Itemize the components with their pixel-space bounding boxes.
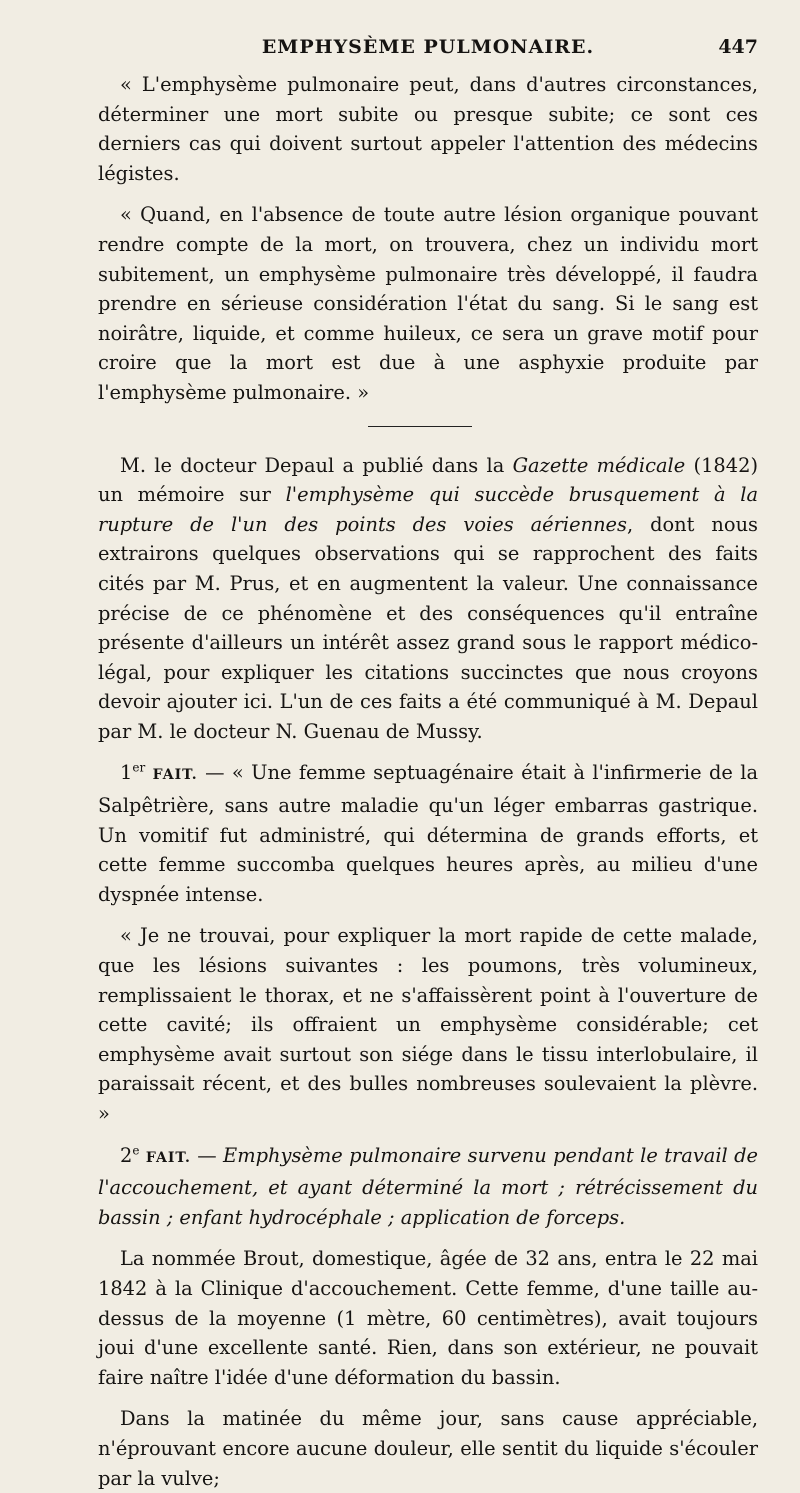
depaul-rest: , dont nous extrairons quelques observations qui se rapprochent des faits cités par M. Prus, et en augmentent la valeur. Une connaissance précise de ce phénomène et des conséquences qu'il entraîne présente d'ailleurs un intérêt assez grand sous le rapport médico-légal, pour expliquer les citations succinctes que nous croyons devoir ajouter ici. L'un de ces faits a été communiqué à M. Depaul par M. le docteur N. Guenau de Mussy. [98, 512, 759, 743]
fait-1-text: — « Une femme septuagénaire était à l'infirmerie de la Salpêtrière, sans autre maladie qu'un léger embarras gastrique. Un vomitif fut administré, qui détermina de grands efforts, et cette femme succomba quelques heures après, au milieu d'une dyspnée intense. [98, 761, 759, 906]
quote-paragraph-2: « Quand, en l'absence de toute autre lésion organique pouvant rendre compte de la mort, on trouvera, chez un individu mort subitement, un emphysème pulmonaire très développé, il faudra prendre en sérieuse considération l'état du sang. Si le sang est noirâtre, liquide, et comme huileux, ce sera un grave motif pour croire que la mort est due à une asphyxie produite par l'emphysème pulmonaire. » [98, 203, 758, 404]
fait-2-dash: — [197, 1143, 217, 1167]
fait-1-number: 1 [120, 761, 133, 785]
fait-2-title: Emphysème pulmonaire survenu pendant le travail de l'accouchement, et ayant déterminé la mort ; rétrécissement du bassin ; enfant hydrocéphale ; application de forceps. [98, 1143, 759, 1229]
quote-paragraph-1: « L'emphysème pulmonaire peut, dans d'autres circonstances, déterminer une mort subite ou presque subite; ce sont ces derniers cas qui doivent surtout appeler l'attention des médecins légistes. [98, 73, 758, 185]
fait-1-quote: « Je ne trouvai, pour expliquer la mort rapide de cette malade, que les lésions suivantes : les poumons, très volumineux, remplissaient le thorax, et ne s'affaissèrent point à l'ouverture de cette cavité; ils offraient un emphysème considérable; cet emphysème avait surtout son siége dans le tissu interlobulaire, il paraissait récent, et des bulles nombreuses soulevaient la plèvre. » [98, 924, 758, 1125]
section-divider [368, 426, 472, 427]
fait-2-number: 2 [120, 1143, 133, 1167]
fait-2-paragraph [98, 1141, 758, 1233]
page-header [98, 36, 758, 66]
brout-paragraph: La nommée Brout, domestique, âgée de 32 ans, entra le 22 mai 1842 à la Clinique d'accouchement. Cette femme, d'une taille au-dessus de la moyenne (1 mètre, 60 centimètres), avait toujours joui d'une excellente santé. Rien, dans son extérieur, ne pouvait faire naître l'idée d'une déformation du bassin. [98, 1247, 758, 1389]
fait-2-label: FAIT. [145, 1149, 191, 1166]
fait-1-suffix: er [132, 761, 146, 775]
depaul-year: (1842) un mémoire sur [98, 453, 759, 507]
fait-1-paragraph [98, 758, 758, 909]
depaul-paragraph [98, 451, 758, 747]
journal-title: Gazette médicale [512, 453, 686, 477]
running-title: EMPHYSÈME PULMONAIRE. [261, 36, 595, 58]
page-number: 447 [718, 36, 758, 58]
matinee-paragraph: Dans la matinée du même jour, sans cause appréciable, n'éprouvant encore aucune douleur, elle sentit du liquide s'écouler par la vulve; [98, 1407, 758, 1490]
fait-2-suffix: e [132, 1143, 140, 1158]
depaul-lead: M. le docteur Depaul a publié dans la [120, 453, 505, 477]
fait-1-label: FAIT. [152, 767, 198, 784]
work-title: l'emphysème qui succède brusquement à la rupture de l'un des points des voies aériennes [98, 483, 758, 536]
